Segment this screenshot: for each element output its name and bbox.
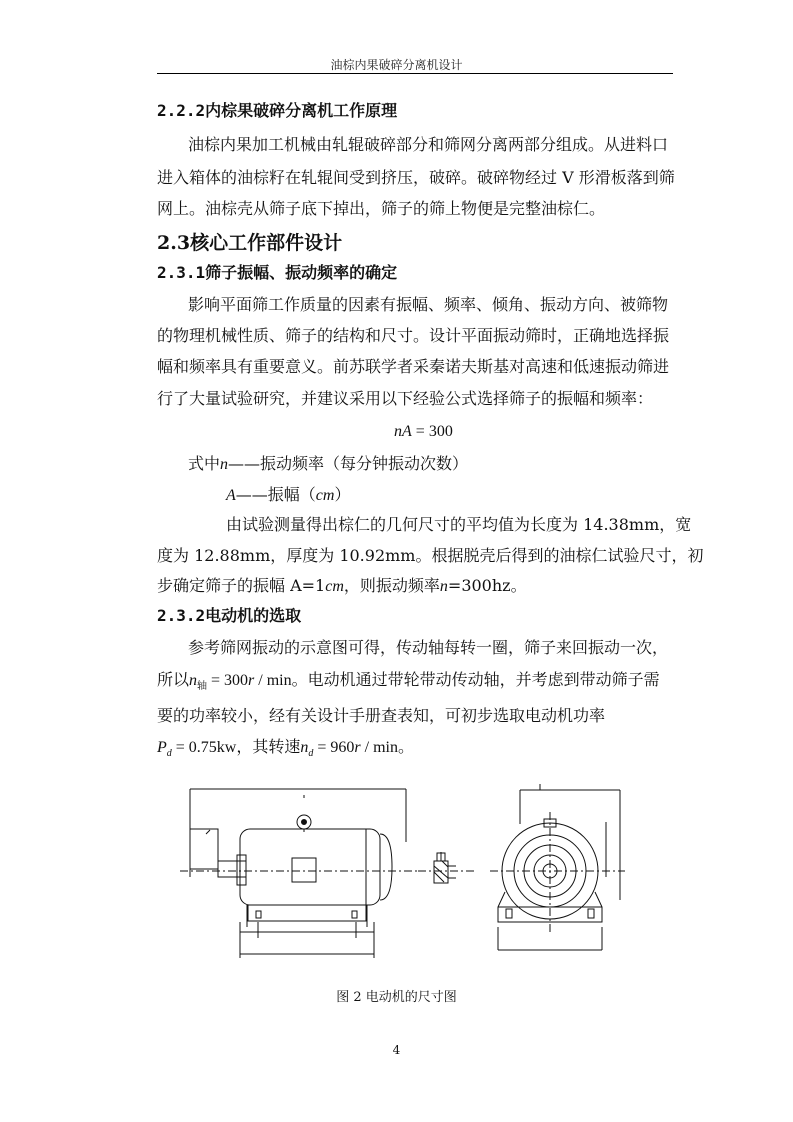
paragraph-line: 的物理机械性质、筛子的结构和尺寸。设计平面振动筛时，正确地选择振 xyxy=(157,326,670,345)
running-header: 油棕内果破碎分离机设计 xyxy=(330,58,463,72)
paragraph-line-motor xyxy=(157,737,414,760)
text-segment: 。电动机通过带轮带动传动轴，并考虑到带动筛子需 xyxy=(291,670,660,689)
where-a-desc: ——振幅（ xyxy=(235,485,316,504)
text-segment: 步确定筛子的振幅 A=1 xyxy=(157,576,326,595)
text-segment: 所以 xyxy=(157,670,190,689)
heading-number: 2.2.2 xyxy=(157,101,206,120)
heading-number: 2.3 xyxy=(157,232,191,254)
formula-equals: = xyxy=(411,423,429,440)
heading-text: 筛子振幅、振动频率的确定 xyxy=(205,263,398,282)
heading-number: 2.3.2 xyxy=(157,606,206,625)
paragraph-line: 网上。油棕壳从筛子底下掉出，筛子的筛上物便是完整油棕仁。 xyxy=(157,199,606,218)
unit-cm: cm xyxy=(315,487,335,504)
symbol-n: n xyxy=(189,672,198,689)
section-heading-2-3-1 xyxy=(157,263,397,283)
paragraph-line: 要的功率较小，经有关设计手册查表知，可初步选取电动机功率 xyxy=(157,706,606,725)
paragraph-line: 影响平面筛工作质量的因素有振幅、频率、倾角、振动方向、被筛物 xyxy=(188,295,669,314)
motor-side-view xyxy=(180,789,418,958)
paragraph-line: 油棕内果加工机械由轧辊破碎部分和筛网分离两部分组成。从进料口 xyxy=(188,135,669,154)
paragraph-line: 由试验测量得出棕仁的几何尺寸的平均值为长度为 14.38mm，宽 xyxy=(226,515,692,534)
paragraph-line: 参考筛网振动的示意图可得，传动轴每转一圈，筛子来回振动一次， xyxy=(188,638,669,657)
symbol-p: P xyxy=(157,739,167,756)
header-rule xyxy=(157,73,673,74)
formula-rhs: 300 xyxy=(428,423,453,440)
subscript-d: d xyxy=(166,748,172,759)
symbol-n: n xyxy=(439,578,448,595)
text-segment: ，其转速 xyxy=(236,737,301,756)
where-a-line xyxy=(226,485,350,506)
where-prefix: 式中 xyxy=(188,454,221,473)
paragraph-line: 度为 12.88mm，厚度为 10.92mm。根据脱壳后得到的油棕仁试验尺寸，初 xyxy=(157,546,704,565)
paragraph-line-shaft-speed xyxy=(157,670,660,693)
unit-cm: cm xyxy=(325,578,344,595)
page-number: 4 xyxy=(392,1043,401,1057)
formula-na-300 xyxy=(394,421,453,442)
text-segment: 。 xyxy=(397,737,414,756)
section-heading-2-3 xyxy=(157,231,342,255)
paragraph-line: 幅和频率具有重要意义。前苏联学者采秦诺夫斯基对高速和低速振动筛进 xyxy=(157,357,670,376)
where-n-desc: ——振动频率（每分钟振动次数） xyxy=(228,454,469,473)
shaft-key-section xyxy=(418,852,476,883)
power-value: = 0.75kw xyxy=(171,739,237,756)
section-heading-2-2-2 xyxy=(157,101,397,121)
heading-number: 2.3.1 xyxy=(157,263,206,282)
paragraph-line-amplitude xyxy=(157,576,527,597)
value: = 300 xyxy=(207,672,249,689)
heading-text: 电动机的选取 xyxy=(205,606,302,625)
section-heading-2-3-2 xyxy=(157,606,301,626)
text-segment: ，则振动频率 xyxy=(343,576,440,595)
symbol-n: n xyxy=(300,739,309,756)
paragraph-line: 进入箱体的油棕籽在轧辊间受到挤压，破碎。破碎物经过 V 形滑板落到筛 xyxy=(157,168,675,187)
speed-value: = 960 xyxy=(313,739,355,756)
symbol-r: r xyxy=(248,672,255,689)
symbol-a: A xyxy=(226,487,236,504)
unit: / min xyxy=(360,739,398,756)
subscript-d: d xyxy=(308,748,314,759)
heading-text: 内棕果破碎分离机工作原理 xyxy=(205,101,398,120)
symbol-n: n xyxy=(220,456,229,473)
subscript-shaft: 轴 xyxy=(197,681,208,692)
formula-lhs: nA xyxy=(394,423,412,440)
unit: / min xyxy=(254,672,292,689)
symbol-r: r xyxy=(354,739,361,756)
paragraph-line: 行了大量试验研究，并建议采用以下经验公式选择筛子的振幅和频率： xyxy=(157,389,654,408)
heading-text: 核心工作部件设计 xyxy=(190,232,343,254)
text-segment: =300hz。 xyxy=(447,576,527,595)
where-a-close: ） xyxy=(334,485,351,504)
where-n-line xyxy=(188,454,468,475)
figure-caption: 图 2 电动机的尺寸图 xyxy=(336,990,457,1005)
motor-dimension-drawing xyxy=(180,782,630,972)
motor-end-view xyxy=(490,784,625,950)
